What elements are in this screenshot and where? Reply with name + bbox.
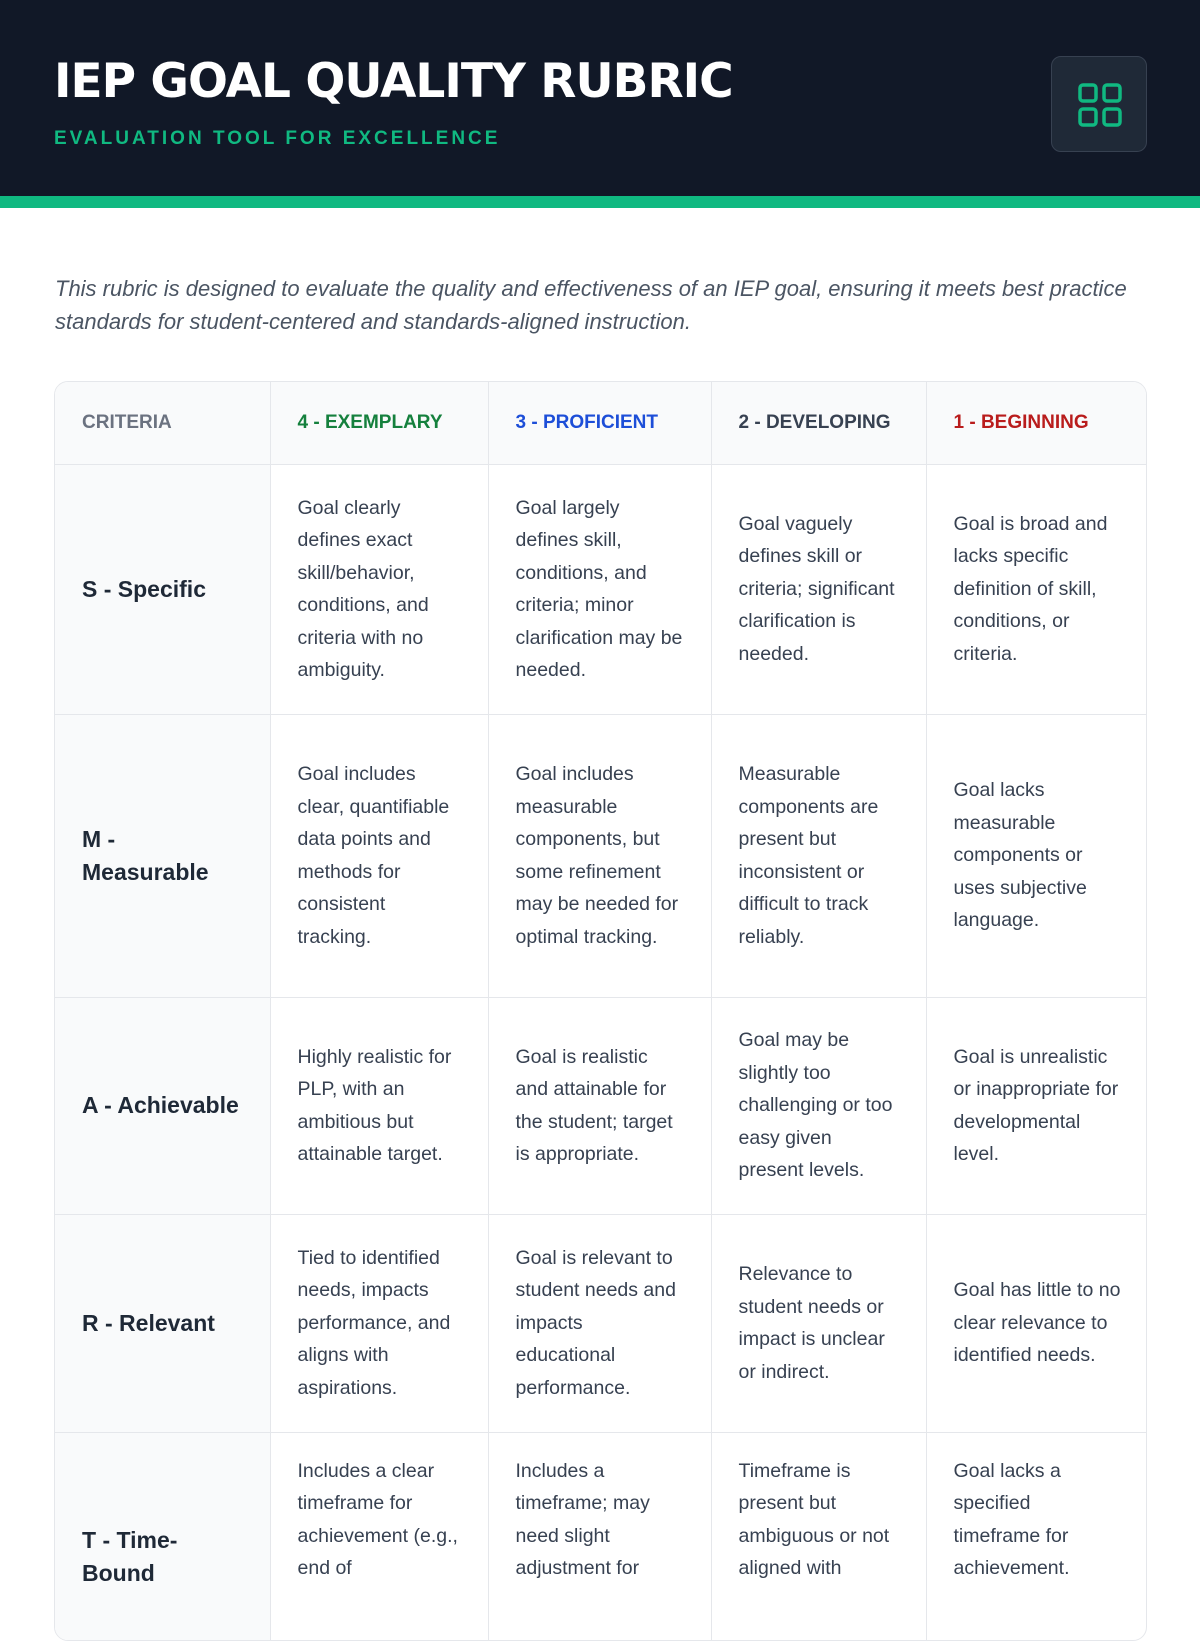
column-header-exemplary: 4 - EXEMPLARY	[270, 382, 488, 464]
criteria-cell: M - Measurable	[55, 714, 270, 997]
column-header-beginning: 1 - BEGINNING	[926, 382, 1147, 464]
table-row	[55, 1432, 1147, 1641]
grid-icon	[1078, 83, 1122, 127]
column-header-proficient: 3 - PROFICIENT	[488, 382, 711, 464]
table-cell: Goal is relevant to student needs and impacts educational performance.	[488, 1214, 711, 1432]
page-title: IEP GOAL QUALITY RUBRIC	[54, 54, 733, 109]
page-header	[0, 0, 1200, 208]
intro-text: This rubric is designed to evaluate the quality and effectiveness of an IEP goal, ensuring it meets best practice standards for student-centered and standards-aligned instruction.	[55, 276, 1127, 334]
page-subtitle: EVALUATION TOOL FOR EXCELLENCE	[54, 128, 501, 149]
table-cell: Goal is realistic and attainable for the student; target is appropriate.	[488, 997, 711, 1214]
table-cell: Goal includes clear, quantifiable data points and methods for consistent tracking.	[270, 714, 488, 997]
table-cell: Timeframe is present but ambiguous or not aligned with	[711, 1432, 926, 1641]
rubric-table	[55, 382, 1147, 1641]
table-row	[55, 464, 1147, 714]
table-cell: Includes a clear timeframe for achievement (e.g., end of	[270, 1432, 488, 1641]
table-row	[55, 714, 1147, 997]
table-row	[55, 1214, 1147, 1432]
table-header-row	[55, 382, 1147, 464]
table-cell: Tied to identified needs, impacts performance, and aligns with aspirations.	[270, 1214, 488, 1432]
table-cell: Goal vaguely defines skill or criteria; significant clarification is needed.	[711, 464, 926, 714]
table-cell: Goal includes measurable components, but some refinement may be needed for optimal tracking.	[488, 714, 711, 997]
criteria-cell: R - Relevant	[55, 1214, 270, 1432]
table-cell: Goal is unrealistic or inappropriate for developmental level.	[926, 997, 1147, 1214]
table-cell: Goal clearly defines exact skill/behavior, conditions, and criteria with no ambiguity.	[270, 464, 488, 714]
table-cell: Relevance to student needs or impact is unclear or indirect.	[711, 1214, 926, 1432]
column-header-developing: 2 - DEVELOPING	[711, 382, 926, 464]
criteria-cell: T - Time-Bound	[55, 1432, 270, 1641]
table-cell: Goal may be slightly too challenging or too easy given present levels.	[711, 997, 926, 1214]
rubric-table-container	[54, 381, 1147, 1641]
table-cell: Goal has little to no clear relevance to identified needs.	[926, 1214, 1147, 1432]
table-cell: Goal lacks a specified timeframe for achievement.	[926, 1432, 1147, 1641]
column-header-criteria: CRITERIA	[55, 382, 270, 464]
table-cell: Highly realistic for PLP, with an ambitious but attainable target.	[270, 997, 488, 1214]
table-cell: Includes a timeframe; may need slight adjustment for	[488, 1432, 711, 1641]
criteria-cell: S - Specific	[55, 464, 270, 714]
table-row	[55, 997, 1147, 1214]
grid-menu-button[interactable]	[1051, 56, 1147, 152]
table-cell: Goal is broad and lacks specific definition of skill, conditions, or criteria.	[926, 464, 1147, 714]
table-cell: Measurable components are present but inconsistent or difficult to track reliably.	[711, 714, 926, 997]
table-cell: Goal lacks measurable components or uses subjective language.	[926, 714, 1147, 997]
table-cell: Goal largely defines skill, conditions, and criteria; minor clarification may be needed.	[488, 464, 711, 714]
criteria-cell: A - Achievable	[55, 997, 270, 1214]
